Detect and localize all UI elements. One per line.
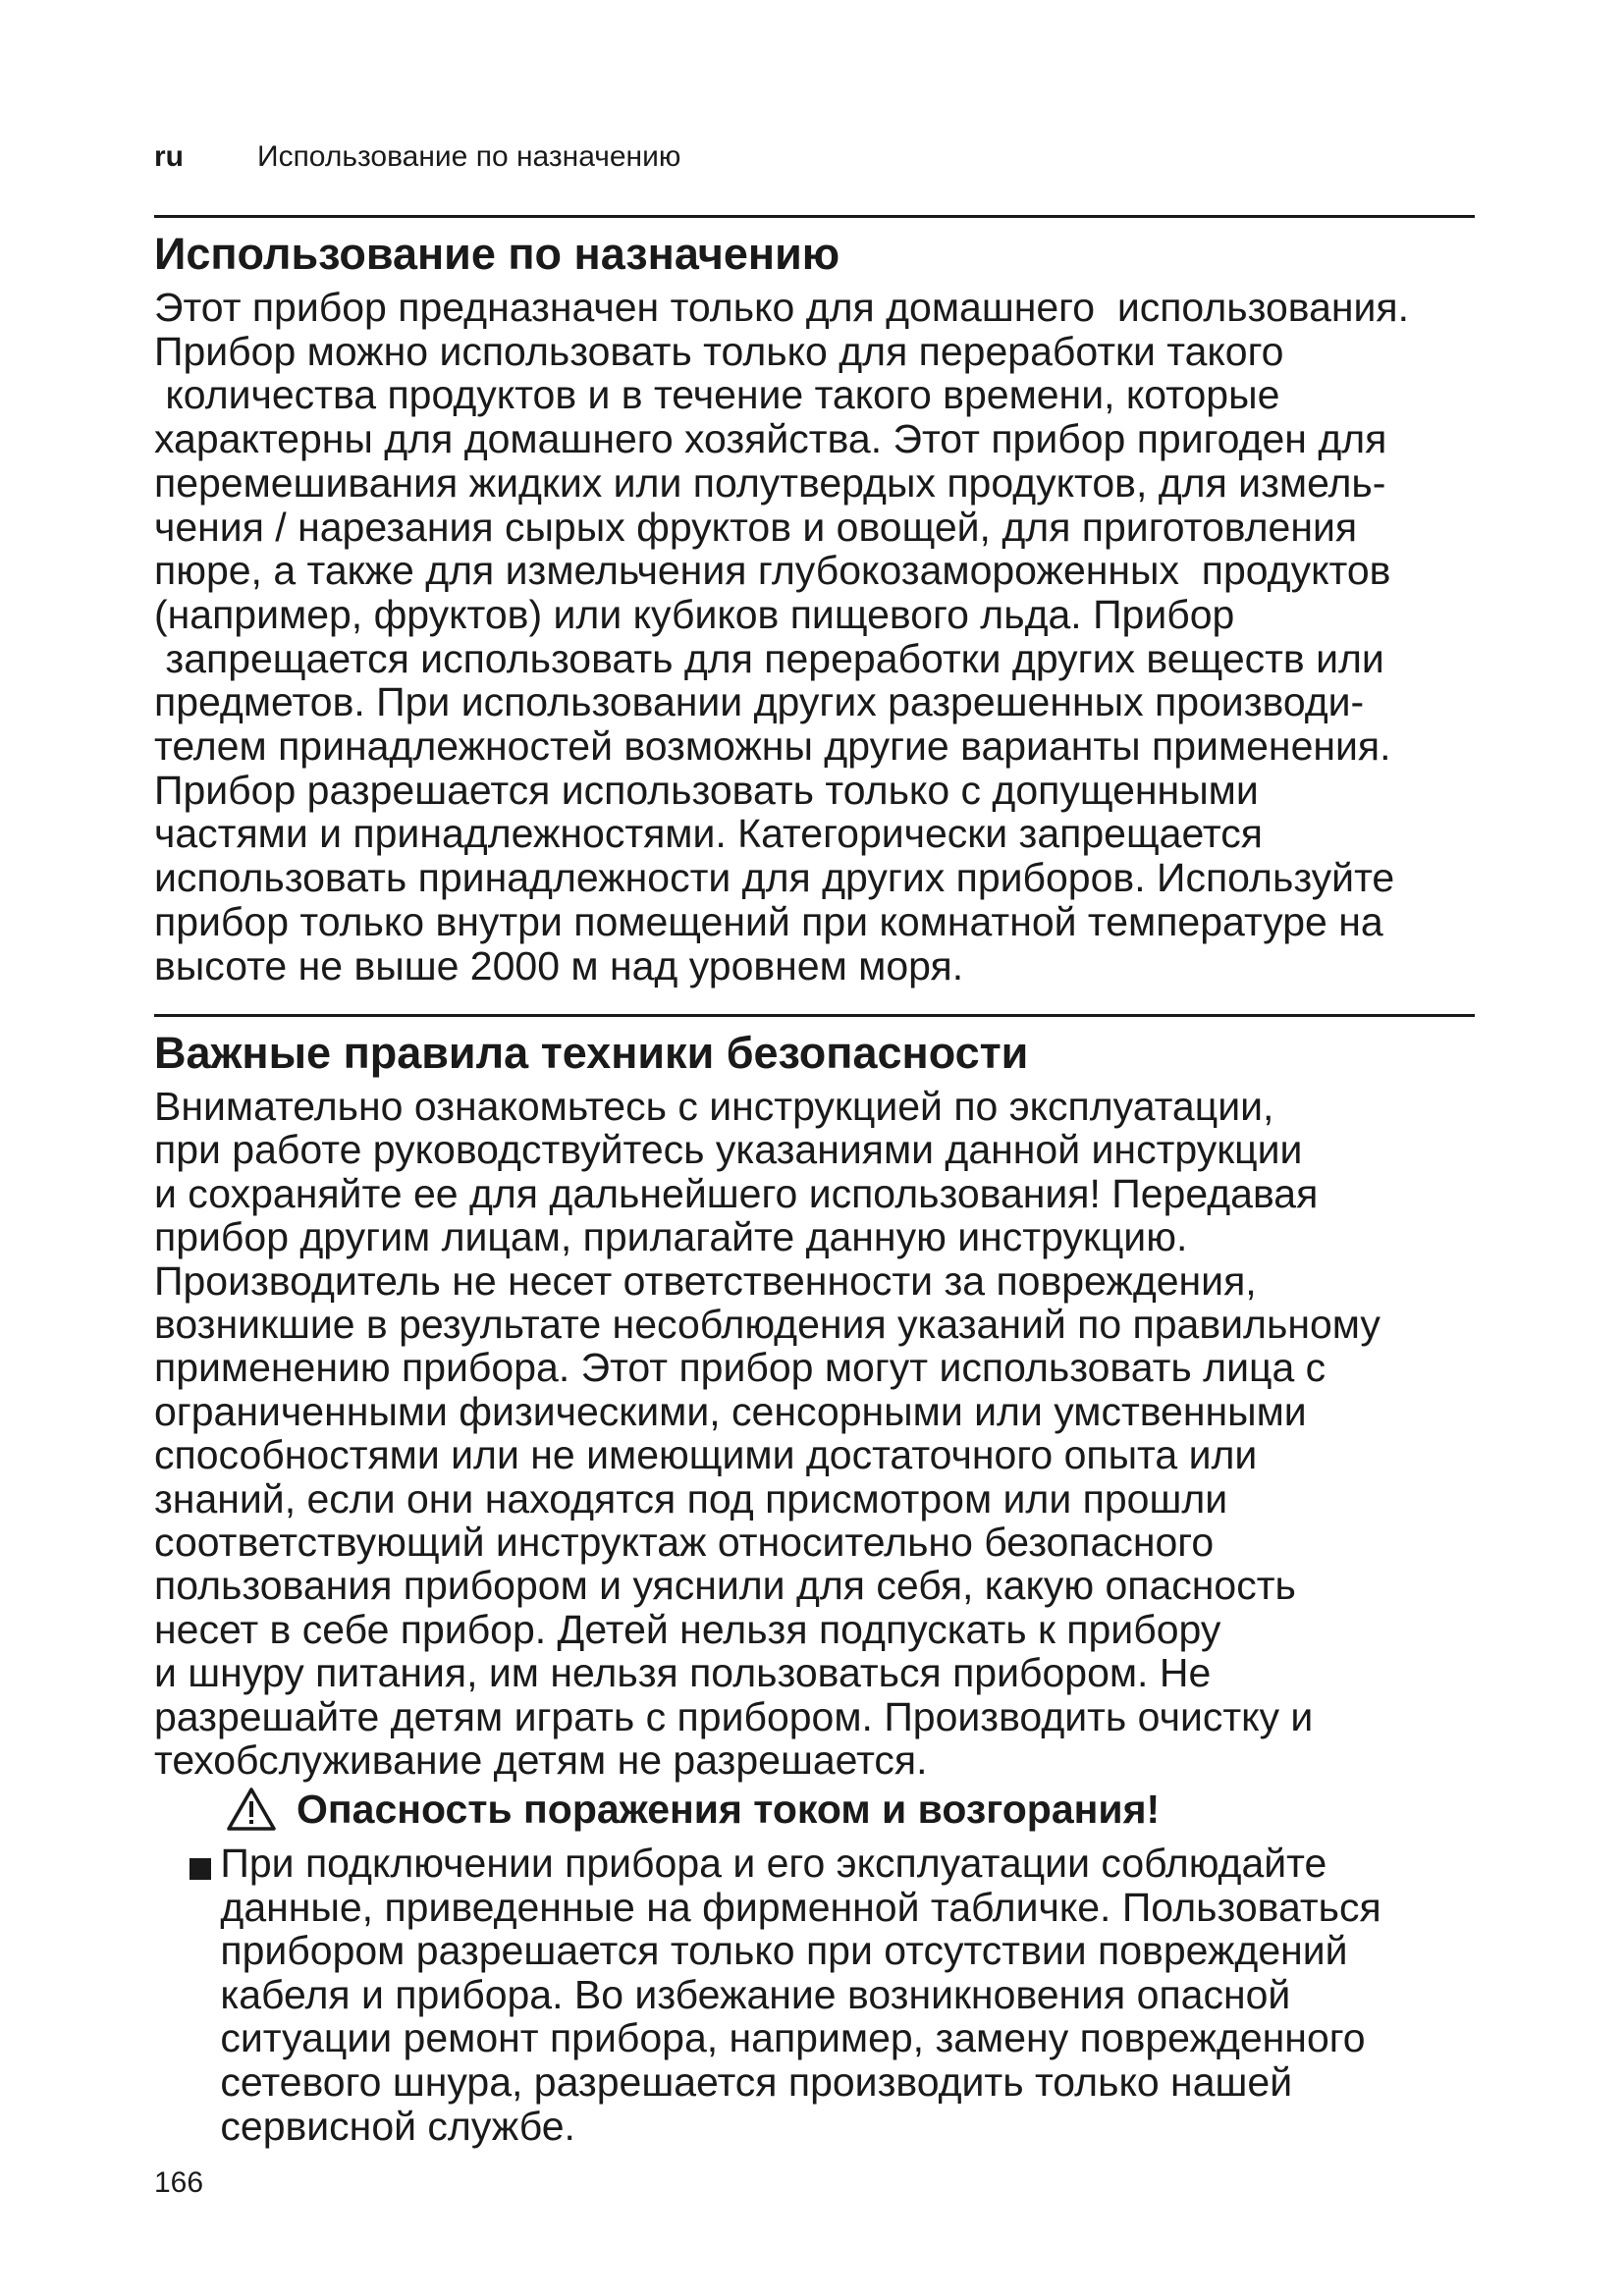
- text-line: предметов. При использовании других разрешенных производи-: [154, 679, 1365, 725]
- section-divider: [154, 1014, 1475, 1017]
- text-line: При подключении прибора и его эксплуатации соблюдайте: [209, 1841, 1327, 1886]
- language-code: ru: [154, 140, 184, 173]
- text-line: запрещается использовать для переработки других веществ или: [154, 635, 1384, 681]
- text-line: Производитель не несет ответственности за повреждения,: [154, 1257, 1257, 1304]
- text-line: ограниченными физическими, сенсорными или умственными: [154, 1388, 1307, 1434]
- text-line: разрешайте детям играть с прибором. Производить очистку и: [154, 1693, 1314, 1739]
- text-line: знаний, если они находятся под присмотром или прошли: [154, 1475, 1228, 1522]
- text-line: Прибор разрешается использовать только с допущенными: [154, 767, 1259, 813]
- safety-rules-section: [154, 1022, 1489, 1783]
- text-line: и шнуру питания, им нельзя пользоваться прибором. Не: [154, 1650, 1212, 1696]
- text-line: чения / нарезания сырых фруктов и овощей, для приготовления: [154, 504, 1358, 550]
- text-line: Этот прибор предназначен только для домашнего использования.: [154, 285, 1410, 330]
- text-line: при работе руководствуйтесь указаниями данной инструкции: [154, 1127, 1303, 1173]
- text-line: высоте не выше 2000 м над уровнем моря.: [154, 942, 964, 988]
- text-line: пользования прибором и уяснили для себя, какую опасность: [154, 1563, 1296, 1609]
- text-line: пюре, а также для измельчения глубокозамороженных продуктов: [154, 548, 1391, 594]
- section-body: [154, 1085, 1489, 1783]
- warning-title: Опасность поражения током и возгорания!: [297, 1787, 1161, 1832]
- text-line: прибором разрешается только при отсутствии повреждений: [209, 1928, 1348, 1974]
- section-heading: Важные правила техники безопасности: [154, 1028, 1029, 1078]
- warning-heading: [226, 1780, 1160, 1839]
- text-line: техобслуживание детям не разрешается.: [154, 1737, 928, 1784]
- running-header-title: Использование по назначению: [257, 140, 681, 173]
- bullet-square-icon: [189, 1858, 211, 1880]
- text-line: данные, приведенные на фирменной табличке. Пользоваться: [209, 1884, 1381, 1930]
- text-line: Прибор можно использовать только для переработки такого: [154, 328, 1284, 374]
- text-line: возникшие в результате несоблюдения указаний по правильному: [154, 1302, 1380, 1348]
- text-line: количества продуктов и в течение такого времени, которые: [154, 372, 1280, 418]
- text-line: перемешивания жидких или полутвердых продуктов, для измель-: [154, 459, 1386, 506]
- text-line: сетевого шнура, разрешается производить только нашей: [209, 2058, 1293, 2105]
- text-line: использовать принадлежности для других приборов. Используйте: [154, 855, 1395, 901]
- text-line: кабеля и прибора. Во избежание возникновения опасной: [209, 1971, 1291, 2017]
- intended-use-section: [154, 223, 1489, 988]
- text-line: ситуации ремонт прибора, например, замену поврежденного: [209, 2015, 1366, 2061]
- text-line: (например, фруктов) или кубиков пищевого льда. Прибор: [154, 591, 1235, 637]
- warning-triangle-icon: [226, 1787, 277, 1832]
- text-line: прибор только внутри помещений при комнатной температуре на: [154, 898, 1383, 944]
- text-line: прибор другим лицам, прилагайте данную инструкцию.: [154, 1214, 1188, 1260]
- text-line: соответствующий инструктаж относительно безопасного: [154, 1520, 1215, 1566]
- text-line: телем принадлежностей возможны другие варианты применения.: [154, 723, 1391, 770]
- bullet-text: [209, 1842, 1381, 2148]
- text-line: Внимательно ознакомьтесь с инструкцией по эксплуатации,: [154, 1084, 1274, 1129]
- text-line: несет в себе прибор. Детей нельзя подпускать к прибору: [154, 1606, 1221, 1652]
- text-line: характерны для домашнего хозяйства. Этот прибор пригоден для: [154, 416, 1387, 462]
- text-line: применению прибора. Этот прибор могут использовать лица с: [154, 1345, 1326, 1391]
- section-body: [154, 286, 1489, 988]
- text-line: способностями или не имеющими достаточного опыта или: [154, 1432, 1258, 1478]
- running-header: [154, 140, 680, 174]
- text-line: сервисной службе.: [209, 2103, 575, 2149]
- text-line: частями и принадлежностями. Категорически запрещается: [154, 811, 1263, 857]
- text-line: и сохраняйте ее для дальнейшего использования! Передавая: [154, 1170, 1319, 1216]
- section-divider: [154, 215, 1475, 218]
- page-number: 166: [154, 2166, 204, 2199]
- section-heading: Использование по назначению: [154, 229, 840, 279]
